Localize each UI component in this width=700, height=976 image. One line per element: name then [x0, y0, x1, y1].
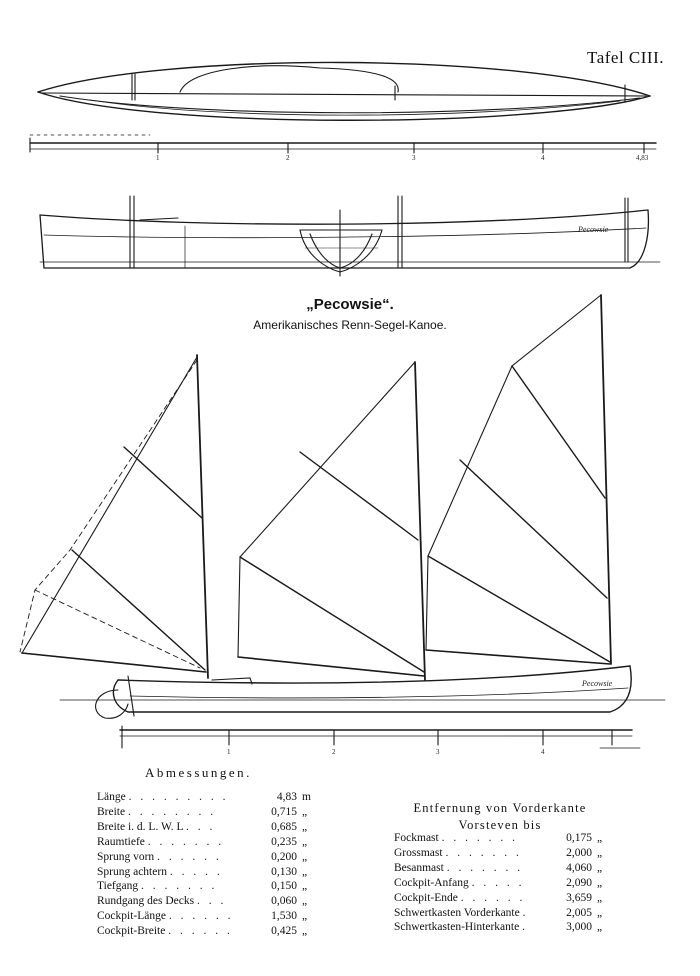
- distance-row: [394, 876, 615, 891]
- dimension-label: Tiefgang: [97, 880, 139, 893]
- dimension-unit: „: [302, 850, 308, 863]
- dimension-row: [97, 924, 320, 939]
- dimension-unit: „: [302, 835, 308, 848]
- distance-value: 2,090: [566, 876, 592, 889]
- dimension-value: 4,83: [276, 791, 297, 803]
- distance-unit: „: [597, 832, 603, 844]
- dimension-row: [97, 909, 320, 924]
- leader-dots: . . . . . . . . .: [128, 791, 229, 803]
- distance-label: Besanmast: [394, 861, 444, 874]
- scale-top-label: 2: [286, 154, 290, 162]
- drawing-title: „Pecowsie“.: [306, 296, 394, 313]
- dimension-label: Rundgang des Decks: [97, 895, 195, 908]
- dimension-unit: „: [302, 895, 308, 908]
- distance-value: 0,175: [566, 832, 592, 844]
- distance-value: 3,000: [566, 921, 592, 934]
- distances-heading: [392, 800, 608, 834]
- distance-row: [394, 846, 615, 861]
- leader-dots: . . . . . . . .: [127, 805, 217, 818]
- distance-unit: „: [597, 846, 603, 859]
- leader-dots: . . . . . .: [168, 910, 234, 923]
- distance-label: Cockpit-Anfang: [394, 876, 469, 889]
- plan-view: [38, 62, 650, 120]
- dimension-label: Breite: [97, 805, 126, 818]
- dimension-value: 0,200: [271, 850, 297, 863]
- distances-heading-line1: Entfernung von Vorderkante: [413, 801, 587, 815]
- main-sail: [238, 362, 424, 676]
- dimension-row: [97, 894, 320, 909]
- scale-bottom-label: 3: [436, 748, 440, 756]
- dimension-row: [97, 835, 320, 850]
- sail-plan: [20, 295, 665, 718]
- dimension-label: Cockpit-Breite: [97, 925, 166, 938]
- drawing-subtitle: Amerikanisches Renn-Segel-Kanoe.: [253, 318, 447, 332]
- dimension-unit: „: [302, 865, 308, 878]
- dimension-unit: m: [302, 791, 311, 803]
- distance-value: 2,005: [566, 906, 592, 919]
- distance-row: [394, 831, 615, 846]
- scale-top-label: 1: [156, 154, 160, 162]
- distance-label: Cockpit-Ende: [394, 891, 458, 904]
- dimension-label: Länge: [97, 791, 126, 803]
- dimension-unit: „: [302, 880, 308, 893]
- distance-label: Grossmast: [394, 846, 443, 859]
- distance-label: Schwertkasten Vorderkante: [394, 906, 520, 919]
- leader-dots: .: [522, 906, 529, 919]
- dimensions-heading: Abmessungen.: [145, 765, 252, 780]
- hull-name-sailplan: Pecowsie: [582, 679, 613, 688]
- distance-unit: „: [597, 876, 603, 889]
- distance-unit: „: [597, 921, 603, 934]
- mizzen-mast: [601, 295, 611, 664]
- distance-unit: „: [597, 906, 603, 919]
- distance-value: 4,060: [566, 861, 592, 874]
- dimension-value: 0,425: [271, 925, 297, 938]
- scale-top-label: 4: [541, 154, 545, 162]
- dimension-value: 0,235: [271, 835, 297, 848]
- leader-dots: .: [522, 921, 528, 934]
- dimension-unit: „: [302, 805, 308, 818]
- leader-dots: . . .: [186, 820, 216, 833]
- scale-bottom-label: 1: [227, 748, 231, 756]
- dimension-value: 0,715: [271, 805, 297, 818]
- distance-label: Fockmast: [394, 832, 439, 844]
- dimension-row: [97, 879, 320, 894]
- dimension-row: [97, 850, 320, 865]
- dimension-label: Raumtiefe: [97, 835, 145, 848]
- scale-top-label: 4,83: [636, 154, 649, 162]
- leader-dots: . . . . . . .: [445, 846, 522, 859]
- scale-bottom-label: 2: [332, 748, 336, 756]
- profile-view: [40, 196, 660, 276]
- dimension-row: [97, 805, 320, 820]
- plate-number: Tafel CIII.: [587, 48, 664, 67]
- leader-dots: . . . . .: [471, 876, 525, 889]
- leader-dots: . . . . . .: [168, 925, 233, 938]
- dimension-value: 1,530: [271, 910, 297, 923]
- scale-bar-bottom: [120, 726, 640, 748]
- distance-unit: „: [597, 861, 603, 874]
- dimension-label: Cockpit-Länge: [97, 910, 166, 923]
- dimension-value: 0,150: [271, 880, 297, 893]
- dimension-value: 0,130: [271, 865, 297, 878]
- main-mast: [415, 362, 425, 680]
- scale-bar-top: [30, 135, 656, 153]
- dimension-value: 0,685: [271, 820, 297, 833]
- distances-table: [394, 831, 615, 935]
- leader-dots: . . . . .: [169, 865, 223, 878]
- mizzen-sail: [426, 295, 610, 664]
- scale-top-label: 3: [412, 154, 416, 162]
- dimensions-table: [97, 790, 320, 939]
- leader-dots: . . . . . . .: [147, 835, 225, 848]
- dimension-value: 0,060: [271, 895, 297, 908]
- dimension-unit: „: [302, 910, 308, 923]
- dimension-unit: „: [302, 820, 308, 833]
- dimension-label: Sprung vorn: [97, 850, 155, 863]
- sail-plan-hull: [60, 666, 665, 718]
- dimension-unit: „: [302, 925, 308, 938]
- distance-label: Schwertkasten-Hinterkante: [394, 921, 520, 934]
- scale-bottom-label: 4: [541, 748, 545, 756]
- dimension-row: [97, 820, 320, 835]
- leader-dots: . . . . . .: [157, 850, 222, 863]
- leader-dots: . . . . . . .: [441, 832, 518, 844]
- fore-sail: [20, 357, 206, 672]
- distance-row: [394, 906, 615, 921]
- distance-row: [394, 920, 615, 935]
- distance-unit: „: [597, 891, 603, 904]
- distances-heading-line2: Vorsteven bis: [458, 818, 542, 832]
- distance-value: 2,000: [566, 846, 592, 859]
- leader-dots: . . .: [196, 895, 227, 908]
- leader-dots: . . . . . . .: [140, 880, 218, 893]
- leader-dots: . . . . . . .: [446, 861, 524, 874]
- dimension-row: [97, 865, 320, 880]
- distance-value: 3,659: [566, 891, 592, 904]
- dimension-label: Breite i. d. L. W. L: [97, 820, 184, 833]
- leader-dots: . . . . . .: [460, 891, 526, 904]
- hull-name-profile: Pecowsie: [578, 225, 609, 234]
- fore-mast: [197, 355, 208, 678]
- distance-row: [394, 891, 615, 906]
- dimension-row: [97, 790, 320, 805]
- distance-row: [394, 861, 615, 876]
- dimension-label: Sprung achtern: [97, 865, 167, 878]
